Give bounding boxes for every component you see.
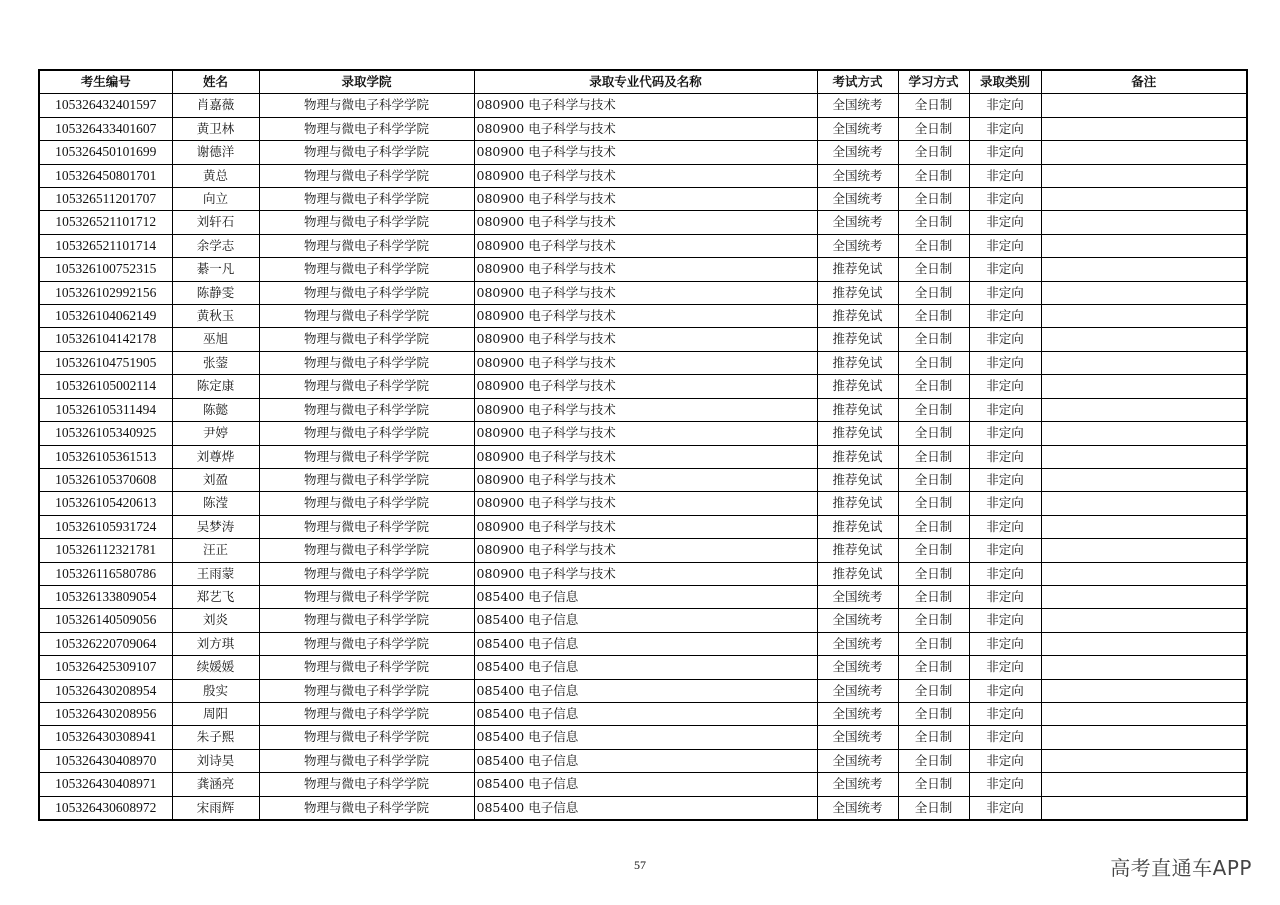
cell-exam-type: 全国统考 (817, 211, 898, 234)
cell-exam-type: 推荐免试 (817, 468, 898, 491)
cell-admission-category: 非定向 (969, 94, 1041, 117)
cell-college: 物理与微电子科学学院 (259, 117, 474, 140)
cell-major: 080900 电子科学与技术 (474, 141, 817, 164)
cell-exam-type: 全国统考 (817, 656, 898, 679)
cell-study-mode: 全日制 (898, 632, 969, 655)
cell-candidate-id: 105326105361513 (39, 445, 172, 468)
table-row (39, 164, 1247, 187)
cell-major: 080900 电子科学与技术 (474, 234, 817, 257)
cell-candidate-id: 105326450801701 (39, 164, 172, 187)
cell-exam-type: 推荐免试 (817, 515, 898, 538)
cell-major: 085400 电子信息 (474, 796, 817, 820)
cell-major: 080900 电子科学与技术 (474, 258, 817, 281)
cell-major: 085400 电子信息 (474, 749, 817, 772)
table-row (39, 796, 1247, 820)
cell-remarks (1041, 468, 1247, 491)
cell-candidate-id: 105326521101712 (39, 211, 172, 234)
cell-remarks (1041, 492, 1247, 515)
cell-exam-type: 全国统考 (817, 679, 898, 702)
header-candidate-id: 考生编号 (39, 70, 172, 94)
cell-name: 谢德洋 (172, 141, 259, 164)
cell-admission-category: 非定向 (969, 164, 1041, 187)
cell-college: 物理与微电子科学学院 (259, 679, 474, 702)
cell-candidate-id: 105326430408971 (39, 773, 172, 796)
cell-study-mode: 全日制 (898, 164, 969, 187)
cell-college: 物理与微电子科学学院 (259, 749, 474, 772)
cell-remarks (1041, 234, 1247, 257)
cell-major: 080900 电子科学与技术 (474, 375, 817, 398)
cell-major: 080900 电子科学与技术 (474, 188, 817, 211)
table-row (39, 726, 1247, 749)
cell-candidate-id: 105326104062149 (39, 305, 172, 328)
cell-remarks (1041, 375, 1247, 398)
cell-admission-category: 非定向 (969, 398, 1041, 421)
cell-major: 080900 电子科学与技术 (474, 351, 817, 374)
cell-college: 物理与微电子科学学院 (259, 211, 474, 234)
cell-college: 物理与微电子科学学院 (259, 539, 474, 562)
cell-name: 汪正 (172, 539, 259, 562)
cell-exam-type: 全国统考 (817, 188, 898, 211)
cell-remarks (1041, 749, 1247, 772)
cell-remarks (1041, 632, 1247, 655)
cell-candidate-id: 105326116580786 (39, 562, 172, 585)
cell-name: 王雨蒙 (172, 562, 259, 585)
table-row (39, 445, 1247, 468)
cell-admission-category: 非定向 (969, 539, 1041, 562)
cell-candidate-id: 105326450101699 (39, 141, 172, 164)
table-row (39, 562, 1247, 585)
cell-candidate-id: 105326100752315 (39, 258, 172, 281)
cell-college: 物理与微电子科学学院 (259, 164, 474, 187)
cell-exam-type: 全国统考 (817, 609, 898, 632)
cell-college: 物理与微电子科学学院 (259, 258, 474, 281)
header-study-mode: 学习方式 (898, 70, 969, 94)
cell-college: 物理与微电子科学学院 (259, 468, 474, 491)
cell-exam-type: 推荐免试 (817, 539, 898, 562)
cell-candidate-id: 105326430208956 (39, 702, 172, 725)
cell-name: 刘诗昊 (172, 749, 259, 772)
cell-college: 物理与微电子科学学院 (259, 328, 474, 351)
table-row (39, 515, 1247, 538)
cell-name: 肖嘉薇 (172, 94, 259, 117)
cell-remarks (1041, 117, 1247, 140)
table-row (39, 305, 1247, 328)
cell-major: 080900 电子科学与技术 (474, 539, 817, 562)
table-row (39, 702, 1247, 725)
cell-candidate-id: 105326220709064 (39, 632, 172, 655)
table-row (39, 328, 1247, 351)
cell-study-mode: 全日制 (898, 539, 969, 562)
cell-college: 物理与微电子科学学院 (259, 492, 474, 515)
cell-admission-category: 非定向 (969, 796, 1041, 820)
cell-remarks (1041, 398, 1247, 421)
cell-major: 085400 电子信息 (474, 632, 817, 655)
cell-name: 尹婷 (172, 422, 259, 445)
cell-remarks (1041, 188, 1247, 211)
cell-admission-category: 非定向 (969, 726, 1041, 749)
cell-remarks (1041, 796, 1247, 820)
cell-study-mode: 全日制 (898, 141, 969, 164)
cell-name: 刘尊烨 (172, 445, 259, 468)
cell-college: 物理与微电子科学学院 (259, 375, 474, 398)
cell-name: 巫旭 (172, 328, 259, 351)
header-row (39, 70, 1247, 94)
cell-remarks (1041, 702, 1247, 725)
cell-admission-category: 非定向 (969, 281, 1041, 304)
cell-study-mode: 全日制 (898, 328, 969, 351)
table-row (39, 398, 1247, 421)
cell-exam-type: 推荐免试 (817, 351, 898, 374)
cell-college: 物理与微电子科学学院 (259, 562, 474, 585)
table-row (39, 422, 1247, 445)
cell-study-mode: 全日制 (898, 726, 969, 749)
cell-remarks (1041, 539, 1247, 562)
cell-candidate-id: 105326112321781 (39, 539, 172, 562)
cell-name: 黄秋玉 (172, 305, 259, 328)
cell-college: 物理与微电子科学学院 (259, 609, 474, 632)
cell-exam-type: 全国统考 (817, 141, 898, 164)
cell-name: 吴梦涛 (172, 515, 259, 538)
cell-study-mode: 全日制 (898, 305, 969, 328)
cell-college: 物理与微电子科学学院 (259, 445, 474, 468)
cell-remarks (1041, 562, 1247, 585)
cell-exam-type: 推荐免试 (817, 305, 898, 328)
cell-admission-category: 非定向 (969, 305, 1041, 328)
cell-exam-type: 全国统考 (817, 726, 898, 749)
cell-candidate-id: 105326430208954 (39, 679, 172, 702)
cell-remarks (1041, 211, 1247, 234)
cell-candidate-id: 105326521101714 (39, 234, 172, 257)
cell-major: 080900 电子科学与技术 (474, 468, 817, 491)
cell-major: 080900 电子科学与技术 (474, 328, 817, 351)
cell-candidate-id: 105326511201707 (39, 188, 172, 211)
table-row (39, 609, 1247, 632)
cell-college: 物理与微电子科学学院 (259, 94, 474, 117)
cell-study-mode: 全日制 (898, 398, 969, 421)
cell-name: 郑艺飞 (172, 585, 259, 608)
cell-exam-type: 全国统考 (817, 164, 898, 187)
cell-major: 080900 电子科学与技术 (474, 211, 817, 234)
cell-major: 080900 电子科学与技术 (474, 515, 817, 538)
cell-major: 080900 电子科学与技术 (474, 492, 817, 515)
admission-table (38, 69, 1248, 821)
cell-name: 殷实 (172, 679, 259, 702)
cell-candidate-id: 105326430308941 (39, 726, 172, 749)
cell-exam-type: 全国统考 (817, 749, 898, 772)
cell-admission-category: 非定向 (969, 749, 1041, 772)
cell-study-mode: 全日制 (898, 281, 969, 304)
cell-admission-category: 非定向 (969, 609, 1041, 632)
cell-study-mode: 全日制 (898, 94, 969, 117)
cell-major: 080900 电子科学与技术 (474, 305, 817, 328)
cell-study-mode: 全日制 (898, 609, 969, 632)
cell-name: 朱子熙 (172, 726, 259, 749)
cell-study-mode: 全日制 (898, 375, 969, 398)
cell-admission-category: 非定向 (969, 632, 1041, 655)
table-row (39, 94, 1247, 117)
cell-candidate-id: 105326432401597 (39, 94, 172, 117)
cell-candidate-id: 105326425309107 (39, 656, 172, 679)
cell-name: 刘轩石 (172, 211, 259, 234)
cell-admission-category: 非定向 (969, 188, 1041, 211)
cell-major: 080900 电子科学与技术 (474, 117, 817, 140)
cell-major: 085400 电子信息 (474, 726, 817, 749)
cell-remarks (1041, 141, 1247, 164)
cell-name: 张蓥 (172, 351, 259, 374)
table-row (39, 117, 1247, 140)
cell-exam-type: 全国统考 (817, 702, 898, 725)
cell-exam-type: 推荐免试 (817, 422, 898, 445)
cell-study-mode: 全日制 (898, 679, 969, 702)
cell-name: 黄卫林 (172, 117, 259, 140)
cell-college: 物理与微电子科学学院 (259, 422, 474, 445)
cell-exam-type: 推荐免试 (817, 398, 898, 421)
cell-exam-type: 推荐免试 (817, 258, 898, 281)
cell-college: 物理与微电子科学学院 (259, 702, 474, 725)
header-major: 录取专业代码及名称 (474, 70, 817, 94)
table-row (39, 492, 1247, 515)
cell-exam-type: 推荐免试 (817, 281, 898, 304)
cell-admission-category: 非定向 (969, 445, 1041, 468)
cell-major: 085400 电子信息 (474, 702, 817, 725)
cell-study-mode: 全日制 (898, 445, 969, 468)
cell-name: 綦一凡 (172, 258, 259, 281)
cell-college: 物理与微电子科学学院 (259, 351, 474, 374)
cell-study-mode: 全日制 (898, 796, 969, 820)
cell-admission-category: 非定向 (969, 211, 1041, 234)
cell-remarks (1041, 656, 1247, 679)
cell-candidate-id: 105326105931724 (39, 515, 172, 538)
cell-name: 陈懿 (172, 398, 259, 421)
header-remarks: 备注 (1041, 70, 1247, 94)
cell-exam-type: 全国统考 (817, 94, 898, 117)
cell-exam-type: 全国统考 (817, 585, 898, 608)
cell-exam-type: 推荐免试 (817, 445, 898, 468)
cell-college: 物理与微电子科学学院 (259, 188, 474, 211)
cell-remarks (1041, 328, 1247, 351)
cell-major: 085400 电子信息 (474, 679, 817, 702)
header-name: 姓名 (172, 70, 259, 94)
cell-exam-type: 推荐免试 (817, 492, 898, 515)
cell-candidate-id: 105326430408970 (39, 749, 172, 772)
cell-study-mode: 全日制 (898, 702, 969, 725)
cell-college: 物理与微电子科学学院 (259, 656, 474, 679)
cell-study-mode: 全日制 (898, 515, 969, 538)
cell-study-mode: 全日制 (898, 351, 969, 374)
cell-study-mode: 全日制 (898, 562, 969, 585)
cell-candidate-id: 105326105370608 (39, 468, 172, 491)
cell-candidate-id: 105326104751905 (39, 351, 172, 374)
cell-candidate-id: 105326105311494 (39, 398, 172, 421)
cell-major: 085400 电子信息 (474, 656, 817, 679)
cell-major: 080900 电子科学与技术 (474, 281, 817, 304)
cell-college: 物理与微电子科学学院 (259, 515, 474, 538)
table-row (39, 281, 1247, 304)
table-row (39, 375, 1247, 398)
cell-name: 刘盈 (172, 468, 259, 491)
cell-name: 陈静雯 (172, 281, 259, 304)
cell-exam-type: 全国统考 (817, 117, 898, 140)
table-row (39, 234, 1247, 257)
cell-remarks (1041, 351, 1247, 374)
table-row (39, 188, 1247, 211)
cell-major: 080900 电子科学与技术 (474, 562, 817, 585)
cell-study-mode: 全日制 (898, 234, 969, 257)
cell-name: 刘方琪 (172, 632, 259, 655)
cell-college: 物理与微电子科学学院 (259, 234, 474, 257)
cell-candidate-id: 105326140509056 (39, 609, 172, 632)
cell-college: 物理与微电子科学学院 (259, 726, 474, 749)
table-row (39, 468, 1247, 491)
cell-exam-type: 全国统考 (817, 632, 898, 655)
cell-major: 080900 电子科学与技术 (474, 398, 817, 421)
cell-candidate-id: 105326105002114 (39, 375, 172, 398)
cell-college: 物理与微电子科学学院 (259, 305, 474, 328)
cell-candidate-id: 105326104142178 (39, 328, 172, 351)
cell-admission-category: 非定向 (969, 515, 1041, 538)
cell-name: 刘炎 (172, 609, 259, 632)
cell-name: 黄总 (172, 164, 259, 187)
cell-admission-category: 非定向 (969, 773, 1041, 796)
cell-college: 物理与微电子科学学院 (259, 773, 474, 796)
table-row (39, 773, 1247, 796)
cell-major: 080900 电子科学与技术 (474, 94, 817, 117)
cell-remarks (1041, 515, 1247, 538)
cell-study-mode: 全日制 (898, 258, 969, 281)
table-row (39, 679, 1247, 702)
cell-admission-category: 非定向 (969, 375, 1041, 398)
cell-admission-category: 非定向 (969, 702, 1041, 725)
cell-remarks (1041, 726, 1247, 749)
table-row (39, 258, 1247, 281)
cell-candidate-id: 105326430608972 (39, 796, 172, 820)
cell-admission-category: 非定向 (969, 492, 1041, 515)
cell-remarks (1041, 258, 1247, 281)
cell-remarks (1041, 305, 1247, 328)
cell-admission-category: 非定向 (969, 141, 1041, 164)
cell-study-mode: 全日制 (898, 117, 969, 140)
header-admission-category: 录取类别 (969, 70, 1041, 94)
cell-college: 物理与微电子科学学院 (259, 398, 474, 421)
table-row (39, 539, 1247, 562)
cell-major: 085400 电子信息 (474, 773, 817, 796)
cell-college: 物理与微电子科学学院 (259, 281, 474, 304)
cell-name: 余学志 (172, 234, 259, 257)
table-body (39, 94, 1247, 820)
cell-study-mode: 全日制 (898, 585, 969, 608)
cell-study-mode: 全日制 (898, 773, 969, 796)
cell-candidate-id: 105326102992156 (39, 281, 172, 304)
cell-exam-type: 推荐免试 (817, 328, 898, 351)
cell-admission-category: 非定向 (969, 117, 1041, 140)
table-row (39, 656, 1247, 679)
table-row (39, 351, 1247, 374)
cell-remarks (1041, 164, 1247, 187)
cell-exam-type: 全国统考 (817, 234, 898, 257)
cell-study-mode: 全日制 (898, 656, 969, 679)
cell-name: 宋雨辉 (172, 796, 259, 820)
table-row (39, 749, 1247, 772)
table-row (39, 211, 1247, 234)
cell-study-mode: 全日制 (898, 211, 969, 234)
cell-candidate-id: 105326105340925 (39, 422, 172, 445)
cell-admission-category: 非定向 (969, 328, 1041, 351)
cell-admission-category: 非定向 (969, 258, 1041, 281)
cell-name: 向立 (172, 188, 259, 211)
cell-college: 物理与微电子科学学院 (259, 632, 474, 655)
cell-name: 周阳 (172, 702, 259, 725)
cell-major: 080900 电子科学与技术 (474, 422, 817, 445)
cell-admission-category: 非定向 (969, 422, 1041, 445)
cell-candidate-id: 105326433401607 (39, 117, 172, 140)
cell-major: 085400 电子信息 (474, 585, 817, 608)
table-row (39, 632, 1247, 655)
cell-admission-category: 非定向 (969, 656, 1041, 679)
cell-remarks (1041, 679, 1247, 702)
cell-study-mode: 全日制 (898, 468, 969, 491)
cell-exam-type: 推荐免试 (817, 562, 898, 585)
table-row (39, 585, 1247, 608)
cell-admission-category: 非定向 (969, 468, 1041, 491)
cell-remarks (1041, 773, 1247, 796)
cell-study-mode: 全日制 (898, 749, 969, 772)
table-row (39, 141, 1247, 164)
cell-admission-category: 非定向 (969, 234, 1041, 257)
header-exam-type: 考试方式 (817, 70, 898, 94)
cell-exam-type: 全国统考 (817, 796, 898, 820)
cell-college: 物理与微电子科学学院 (259, 796, 474, 820)
cell-remarks (1041, 585, 1247, 608)
cell-major: 085400 电子信息 (474, 609, 817, 632)
cell-name: 陈滢 (172, 492, 259, 515)
cell-college: 物理与微电子科学学院 (259, 141, 474, 164)
cell-exam-type: 全国统考 (817, 773, 898, 796)
cell-major: 080900 电子科学与技术 (474, 445, 817, 468)
cell-remarks (1041, 281, 1247, 304)
cell-major: 080900 电子科学与技术 (474, 164, 817, 187)
page-number: 57 (634, 858, 646, 872)
cell-study-mode: 全日制 (898, 188, 969, 211)
cell-admission-category: 非定向 (969, 679, 1041, 702)
cell-remarks (1041, 422, 1247, 445)
cell-study-mode: 全日制 (898, 422, 969, 445)
cell-name: 续媛媛 (172, 656, 259, 679)
cell-admission-category: 非定向 (969, 351, 1041, 374)
cell-name: 陈定康 (172, 375, 259, 398)
cell-remarks (1041, 445, 1247, 468)
cell-admission-category: 非定向 (969, 585, 1041, 608)
cell-study-mode: 全日制 (898, 492, 969, 515)
cell-name: 龚涵亮 (172, 773, 259, 796)
watermark-logo-text: 高考直通车APP (1110, 856, 1252, 880)
cell-candidate-id: 105326133809054 (39, 585, 172, 608)
cell-exam-type: 推荐免试 (817, 375, 898, 398)
cell-college: 物理与微电子科学学院 (259, 585, 474, 608)
cell-remarks (1041, 609, 1247, 632)
cell-candidate-id: 105326105420613 (39, 492, 172, 515)
header-college: 录取学院 (259, 70, 474, 94)
cell-admission-category: 非定向 (969, 562, 1041, 585)
cell-remarks (1041, 94, 1247, 117)
